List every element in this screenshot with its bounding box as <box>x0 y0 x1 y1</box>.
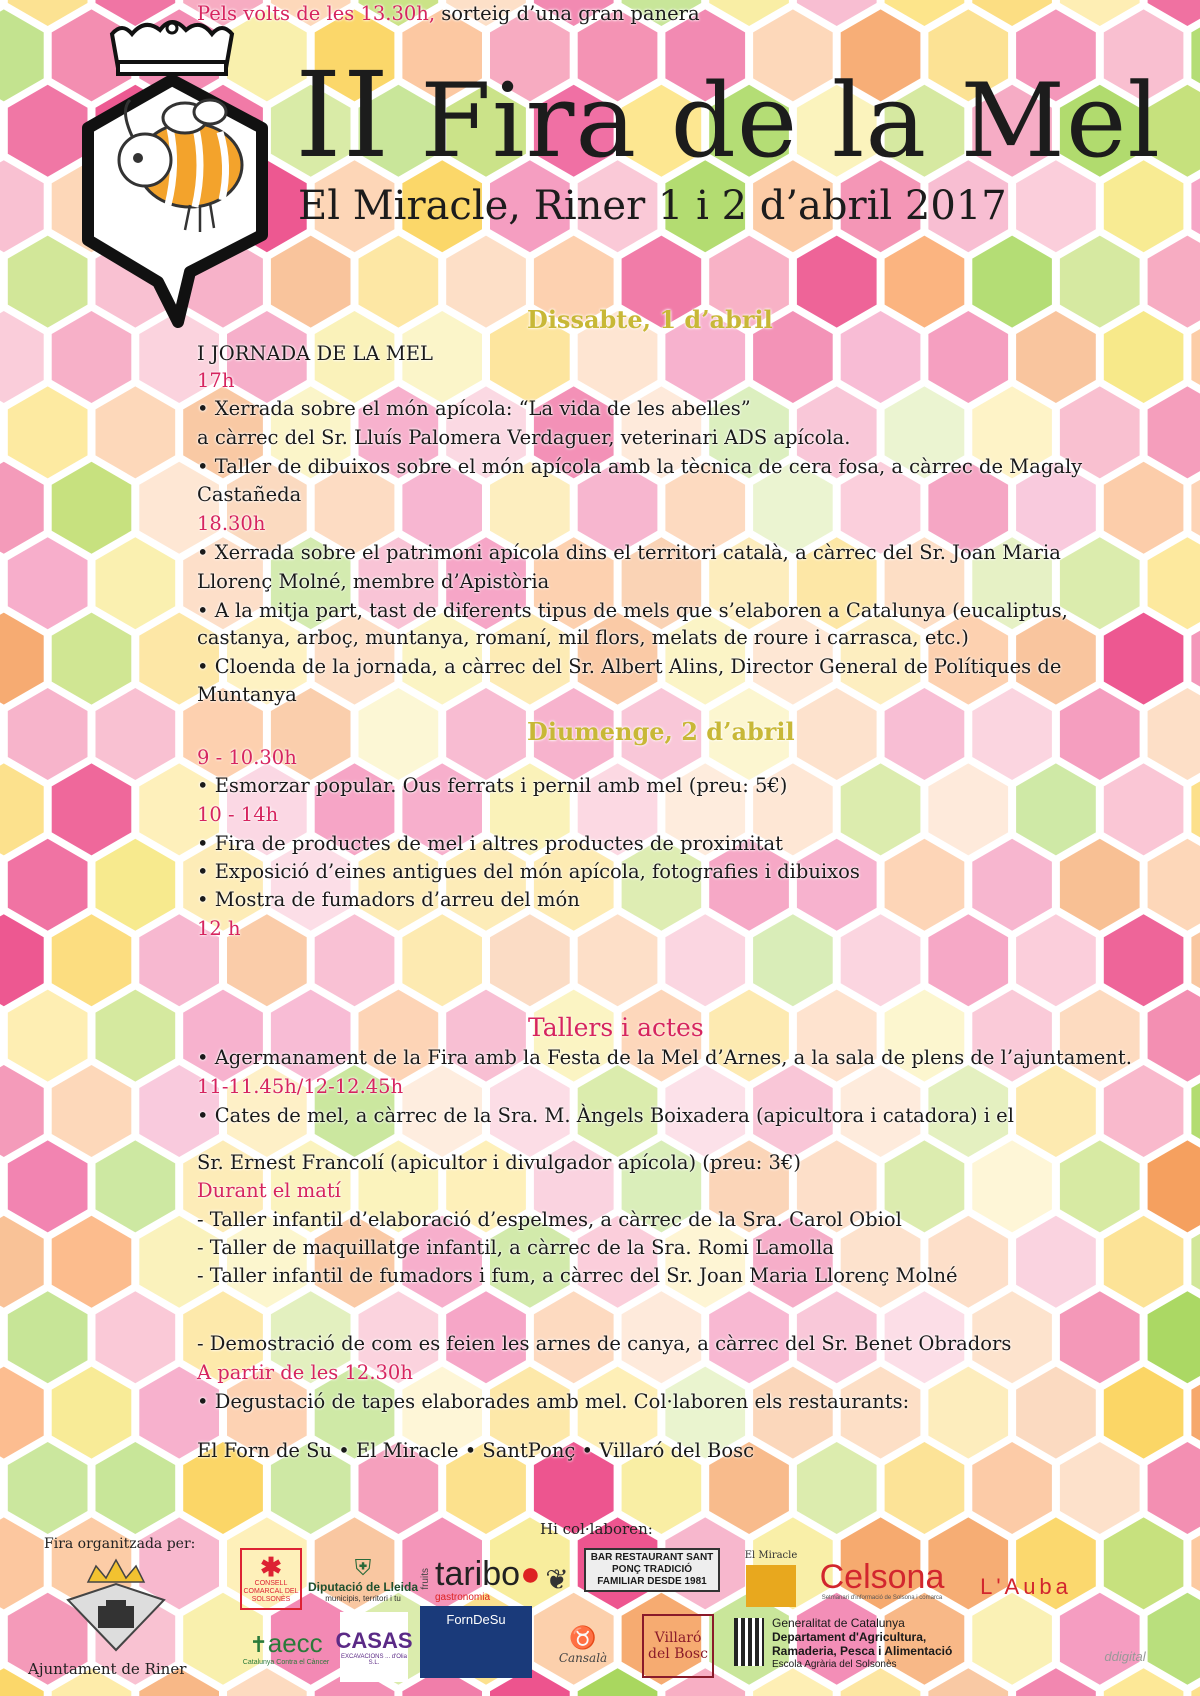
day-heading-saturday: Dissabte, 1 d’abril <box>527 305 773 334</box>
program-time-label: 18.30h <box>197 512 266 535</box>
program-line: • Xerrada sobre el patrimoni apícola dins el territori català, a càrrec del Sr. Joan Maria <box>197 541 1061 564</box>
cansala-logo: ♉ Cansalà <box>558 1625 608 1665</box>
villaro-del-bosc-logo: Villaró del Bosc <box>642 1614 714 1678</box>
program-line: - Taller infantil de fumadors i fum, a càrrec del Sr. Joan Maria Llorenç Molné <box>197 1264 958 1287</box>
program-time-label: 12 h <box>197 917 241 940</box>
program-time-label: Pels volts de les 13.30h, sorteig d’una gran panera <box>197 2 700 25</box>
program-line: • Degustació de tapes elaborades amb mel. Col·laboren els restaurants: <box>197 1390 910 1413</box>
title-text: Fira de la Mel <box>420 62 1161 181</box>
forn-de-su-logo: FornDeSu <box>420 1606 532 1678</box>
photographer-watermark: ddigital <box>1104 1648 1146 1664</box>
program-line: • Xerrada sobre el món apícola: “La vida de les abelles” <box>197 397 751 420</box>
program-line: a càrrec del Sr. Lluís Palomera Verdaguer, veterinari ADS apícola. <box>197 426 851 449</box>
program-line: • Esmorzar popular. Ous ferrats i pernil amb mel (preu: 5€) <box>197 774 788 797</box>
tallers-heading: Tallers i actes <box>528 1013 704 1042</box>
edition-number: II <box>295 46 391 184</box>
program-line: • Mostra de fumadors d’arreu del món <box>197 888 580 911</box>
program-time-label: 10 - 14h <box>197 803 279 826</box>
program-line: El Forn de Su • El Miracle • SantPonç • Villaró del Bosc <box>197 1439 755 1462</box>
program-line: Sr. Ernest Francolí (apicultor i divulgador apícola) (preu: 3€) <box>197 1151 801 1174</box>
organized-by-label: Fira organitzada per: <box>44 1536 196 1552</box>
taribo-logo: fruits taribo● gastronomia <box>420 1554 541 1603</box>
el-miracle-logo: El Miracle <box>742 1550 800 1616</box>
program-line: • Fira de productes de mel i altres productes de proximitat <box>197 832 783 855</box>
program-line: - Demostració de com es feien les arnes de canya, a càrrec del Sr. Benet Obradors <box>197 1332 1012 1355</box>
plant-logo: ❦ <box>545 1563 569 1595</box>
program-line: • Agermanament de la Fira amb la Festa de la Mel d’Arnes, a la sala de plens de l’ajuntament. <box>197 1046 1132 1069</box>
program-line: • Cates de mel, a càrrec de la Sra. M. Àngels Boixadera (apicultora i catadora) i el <box>197 1104 1014 1127</box>
program-line: Castañeda <box>197 483 302 506</box>
program-time-label: 9 - 10.30h <box>197 746 297 769</box>
program-line: - Taller de maquillatge infantil, a càrrec de la Sra. Romi Lamolla <box>197 1236 835 1259</box>
program-time-label: A partir de les 12.30h <box>197 1361 413 1384</box>
collaborators-label: Hi col·laboren: <box>540 1520 653 1538</box>
generalitat-logo: Generalitat de Catalunya Departament d'Agricultura, Ramaderia, Pesca i Alimentació Escola Agrària del Solsonès <box>734 1616 994 1682</box>
program-line: • Exposició d’eines antigues del món apícola, fotografies i dibuixos <box>197 860 860 883</box>
program-line: - Taller infantil d’elaboració d’espelmes, a càrrec de la Sra. Carol Obiol <box>197 1208 902 1231</box>
day-heading-sunday: Diumenge, 2 d’abril <box>527 717 795 746</box>
diputacio-lleida-logo: ⛨ Diputació de Lleida municipis, territori i tu <box>307 1554 418 1603</box>
program-line: I JORNADA DE LA MEL <box>197 342 433 365</box>
casas-logo: CASAS EXCAVACIONS ... d'Olia S.L. <box>340 1612 408 1682</box>
celsona-logo: Celsona Setmanari d'informació de Solsona i comarca <box>819 1558 945 1601</box>
program-line: castanya, arboç, muntanya, romaní, mil flors, melats de roure i carrasca, etc.) <box>197 626 969 649</box>
santponc-logo: BAR RESTAURANT SANT PONÇ TRADICIÓ FAMILIAR DESDE 1981 <box>584 1548 720 1592</box>
program-line: • Taller de dibuixos sobre el món apícola amb la tècnica de cera fosa, a càrrec de Magaly <box>197 455 1083 478</box>
event-subtitle: El Miracle, Riner 1 i 2 d’abril 2017 <box>298 183 1007 229</box>
crown-icon <box>112 22 232 74</box>
program-line: • A la mitja part, tast de diferents tipus de mels que s’elaboren a Catalunya (eucaliptus, <box>197 599 1068 622</box>
event-title <box>295 46 1161 184</box>
program-line: Muntanya <box>197 683 297 706</box>
program-line: Llorenç Molné, membre d’Apistòria <box>197 570 550 593</box>
program-time-label: Durant el matí <box>197 1179 341 1202</box>
program-time-label: 17h <box>197 369 235 392</box>
aecc-logo: ✝aecc Catalunya Contra el Càncer <box>242 1627 330 1666</box>
program-line: • Cloenda de la jornada, a càrrec del Sr. Albert Alins, Director General de Polítiques de <box>197 655 1062 678</box>
lauba-logo: L'Auba <box>980 1574 1072 1599</box>
program-time-label: 11-11.45h/12-12.45h <box>197 1075 404 1098</box>
organizer-name: Ajuntament de Riner <box>28 1660 187 1678</box>
consell-comarcal-logo: ✱ CONSELL COMARCAL DEL SOLSONÈS <box>240 1548 302 1610</box>
